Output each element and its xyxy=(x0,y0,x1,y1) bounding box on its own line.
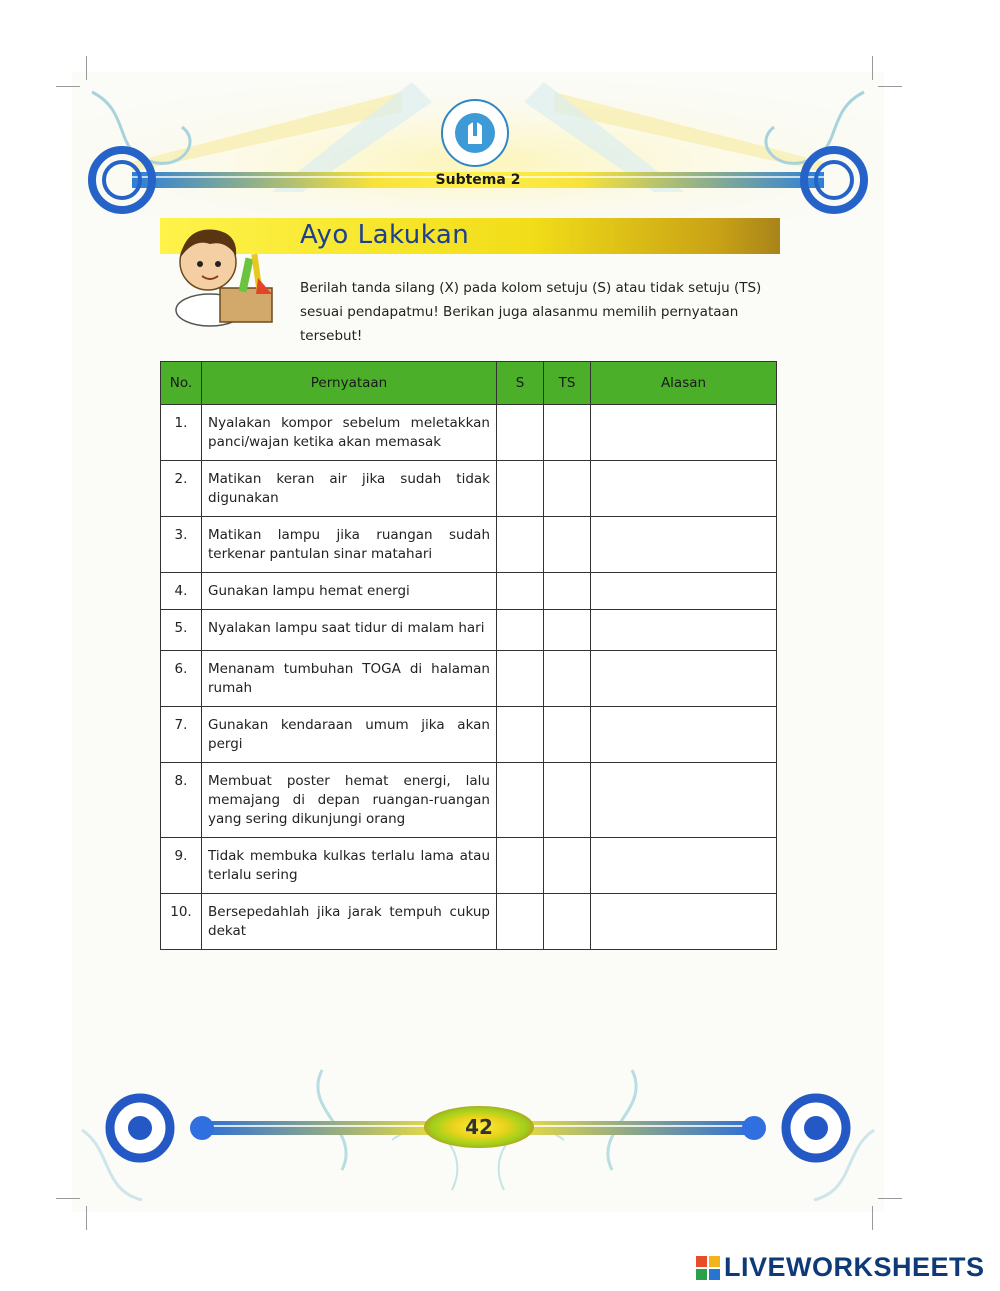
liveworksheets-logo[interactable] xyxy=(696,1252,985,1283)
alasan-cell[interactable] xyxy=(591,405,777,461)
setuju-cell[interactable] xyxy=(497,573,544,610)
table-row xyxy=(161,763,777,838)
page-number: 42 xyxy=(465,1115,493,1139)
subtema-label: Subtema 2 xyxy=(435,172,521,188)
tidak-setuju-cell[interactable] xyxy=(544,894,591,950)
page-number-badge xyxy=(424,1106,534,1148)
tidak-setuju-cell[interactable] xyxy=(544,707,591,763)
header-alasan: Alasan xyxy=(591,362,777,405)
row-number: 9. xyxy=(161,838,202,894)
alasan-cell[interactable] xyxy=(591,461,777,517)
table-row xyxy=(161,894,777,950)
tidak-setuju-cell[interactable] xyxy=(544,651,591,707)
row-statement: Tidak membuka kulkas terlalu lama atau terlalu sering xyxy=(202,838,497,894)
alasan-cell[interactable] xyxy=(591,517,777,573)
setuju-cell[interactable] xyxy=(497,610,544,651)
row-statement: Nyalakan kompor sebelum meletakkan panci/wajan ketika akan memasak xyxy=(202,405,497,461)
row-number: 10. xyxy=(161,894,202,950)
tidak-setuju-cell[interactable] xyxy=(544,405,591,461)
tidak-setuju-cell[interactable] xyxy=(544,517,591,573)
row-statement: Gunakan lampu hemat energi xyxy=(202,573,497,610)
row-number: 6. xyxy=(161,651,202,707)
setuju-cell[interactable] xyxy=(497,894,544,950)
alasan-cell[interactable] xyxy=(591,707,777,763)
tidak-setuju-cell[interactable] xyxy=(544,461,591,517)
row-statement: Gunakan kendaraan umum jika akan pergi xyxy=(202,707,497,763)
liveworksheets-wordmark: LIVEWORKSHEETS xyxy=(724,1252,985,1282)
setuju-cell[interactable] xyxy=(497,763,544,838)
row-number: 8. xyxy=(161,763,202,838)
setuju-cell[interactable] xyxy=(497,707,544,763)
tidak-setuju-cell[interactable] xyxy=(544,763,591,838)
table-row xyxy=(161,651,777,707)
row-statement: Bersepedahlah jika jarak tempuh cukup dekat xyxy=(202,894,497,950)
instructions-text: Berilah tanda silang (X) pada kolom setuju (S) atau tidak setuju (TS) sesuai pendapatmu! Berikan juga alasanmu memilih pernyataan tersebut! xyxy=(300,280,762,344)
table-row xyxy=(161,461,777,517)
header-pernyataan: Pernyataan xyxy=(202,362,497,405)
header-s: S xyxy=(497,362,544,405)
table-row xyxy=(161,838,777,894)
activity-title: Ayo Lakukan xyxy=(300,220,470,250)
row-number: 7. xyxy=(161,707,202,763)
al-azhar-logo xyxy=(440,98,510,168)
alasan-cell[interactable] xyxy=(591,651,777,707)
tidak-setuju-cell[interactable] xyxy=(544,573,591,610)
setuju-cell[interactable] xyxy=(497,405,544,461)
row-number: 3. xyxy=(161,517,202,573)
setuju-cell[interactable] xyxy=(497,517,544,573)
table-row xyxy=(161,573,777,610)
header-no: No. xyxy=(161,362,202,405)
tidak-setuju-cell[interactable] xyxy=(544,610,591,651)
liveworksheets-icon xyxy=(696,1256,720,1280)
row-number: 1. xyxy=(161,405,202,461)
row-number: 5. xyxy=(161,610,202,651)
table-header-row xyxy=(161,362,777,405)
tidak-setuju-cell[interactable] xyxy=(544,838,591,894)
alasan-cell[interactable] xyxy=(591,894,777,950)
table-row xyxy=(161,610,777,651)
row-number: 4. xyxy=(161,573,202,610)
alasan-cell[interactable] xyxy=(591,610,777,651)
row-statement: Nyalakan lampu saat tidur di malam hari xyxy=(202,610,497,651)
statement-table xyxy=(160,361,777,950)
table-row xyxy=(161,517,777,573)
header-ts: TS xyxy=(544,362,591,405)
setuju-cell[interactable] xyxy=(497,461,544,517)
alasan-cell[interactable] xyxy=(591,838,777,894)
setuju-cell[interactable] xyxy=(497,838,544,894)
setuju-cell[interactable] xyxy=(497,651,544,707)
row-number: 2. xyxy=(161,461,202,517)
row-statement: Membuat poster hemat energi, lalu memajang di depan ruangan-ruangan yang sering dikunjungi orang xyxy=(202,763,497,838)
alasan-cell[interactable] xyxy=(591,763,777,838)
alasan-cell[interactable] xyxy=(591,573,777,610)
row-statement: Matikan lampu jika ruangan sudah terkenar pantulan sinar matahari xyxy=(202,517,497,573)
table-row xyxy=(161,707,777,763)
table-row xyxy=(161,405,777,461)
row-statement: Matikan keran air jika sudah tidak digunakan xyxy=(202,461,497,517)
student-mascot-illustration xyxy=(160,218,280,328)
row-statement: Menanam tumbuhan TOGA di halaman rumah xyxy=(202,651,497,707)
